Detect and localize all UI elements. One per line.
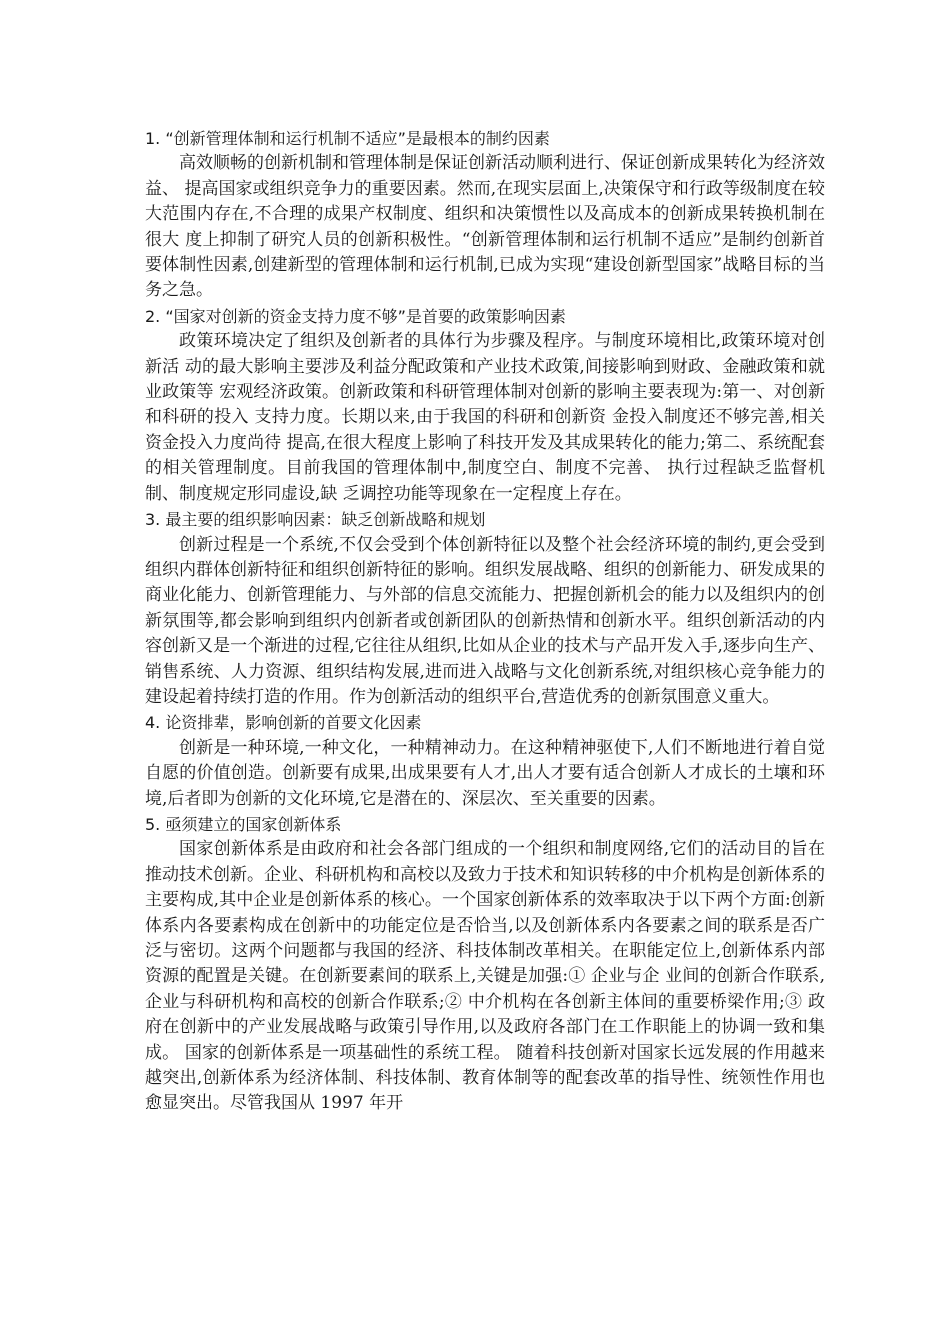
section-heading: 1. “创新管理体制和运行机制不适应”是最根本的制约因素 [145,129,550,148]
section-paragraph: 国家创新体系是由政府和社会各部门组成的一个组织和制度网络,它们的活动目的旨在推动技术创新。企业、科研机构和高校以及致力于技术和知识转移的中介机构是创新体系的主要构成,其中企业是创新体系的核心。一个国家创新体系的效率取决于以下两个方面:创新体系内各要素构成在创新中的功能定位是否恰当,以及创新体系内各要素之间的联系是否广泛与密切。这两个问题都与我国的经济、科技体制改革相关。在职能定位上,创新体系内部资源的配置是关键。在创新要素间的联系上,关键是加强:① 企业与企 业间的创新合作联系,企业与科研机构和高校的创新合作联系;② 中介机构在各创新主体间的重要桥梁作用;③ 政府在创新中的产业发展战略与政策引导作用,以及政府各部门在工作职能上的协调一致和集成。 国家的创新体系是一项基础性的系统工程。 随着科技创新对国家长远发展的作用越来越突出,创新体系为经济体制、科技体制、教育体制等的配套改革的指导性、统领性作用也愈显突出。尽管我国从 1997 年开 [145,839,825,1114]
section-paragraph: 高效顺畅的创新机制和管理体制是保证创新活动顺利进行、保证创新成果转化为经济效益、 提高国家或组织竞争力的重要因素。然而,在现实层面上,决策保守和行政等级制度在较大范围内存在,不合理的成果产权制度、组织和决策惯性以及高成本的创新成果转换机制在很大 度上抑制了研究人员的创新积极性。“创新管理体制和运行机制不适应”是制约创新首要体制性因素,创建新型的管理体制和运行机制,已成为实现“建设创新型国家”战略目标的当务之急。 [145,153,825,301]
section-heading: 3. 最主要的组织影响因素：缺乏创新战略和规划 [145,510,486,530]
section-1 [145,126,825,304]
section-3 [145,507,825,710]
section-paragraph: 创新是一种环境,一种文化，一种精神动力。在这种精神驱使下,人们不断地进行着自觉自愿的价值创造。创新要有成果,出成果要有人才,出人才要有适合创新人才成长的土壤和环境,后者即为创新的文化环境,它是潜在的、深层次、至关重要的因素。 [145,737,825,809]
section-2 [145,304,825,507]
section-4 [145,710,825,812]
section-5 [145,812,825,1117]
section-paragraph: 政策环境决定了组织及创新者的具体行为步骤及程序。与制度环境相比,政策环境对创新活 动的最大影响主要涉及利益分配政策和产业技术政策,间接影响到财政、金融政策和就业政策等 宏观经济政策。创新政策和科研管理体制对创新的影响主要表现为:第一、对创新和科研的投入 支持力度。长期以来,由于我国的科研和创新资 金投入制度还不够完善,相关资金投入力度尚待 提高,在很大程度上影响了科技开发及其成果转化的能力;第二、系统配套的相关管理制度。目前我国的管理体制中,制度空白、制度不完善、 执行过程缺乏监督机制、制度规定形同虚设,缺 乏调控功能等现象在一定程度上存在。 [145,331,825,504]
section-heading: 4. 论资排辈，影响创新的首要文化因素 [145,713,422,733]
section-heading: 2. “国家对创新的资金支持力度不够”是首要的政策影响因素 [145,306,566,326]
document-body [145,126,825,1117]
section-paragraph: 创新过程是一个系统,不仅会受到个体创新特征以及整个社会经济环境的制约,更会受到组织内群体创新特征和组织创新特征的影响。组织发展战略、组织的创新能力、研发成果的商业化能力、创新管理能力、与外部的信息交流能力、把握创新机会的能力以及组织内的创新氛围等,都会影响到组织内创新者或创新团队的创新热情和创新水平。组织创新活动的内容创新又是一个渐进的过程,它往往从组织,比如从企业的技术与产品开发入手,逐步向生产、销售系统、人力资源、组织结构发展,进而进入战略与文化创新系统,对组织核心竞争能力的建设起着持续打造的作用。作为创新活动的组织平台,营造优秀的创新氛围意义重大。 [145,534,825,707]
section-heading: 5. 亟须建立的国家创新体系 [145,814,342,834]
